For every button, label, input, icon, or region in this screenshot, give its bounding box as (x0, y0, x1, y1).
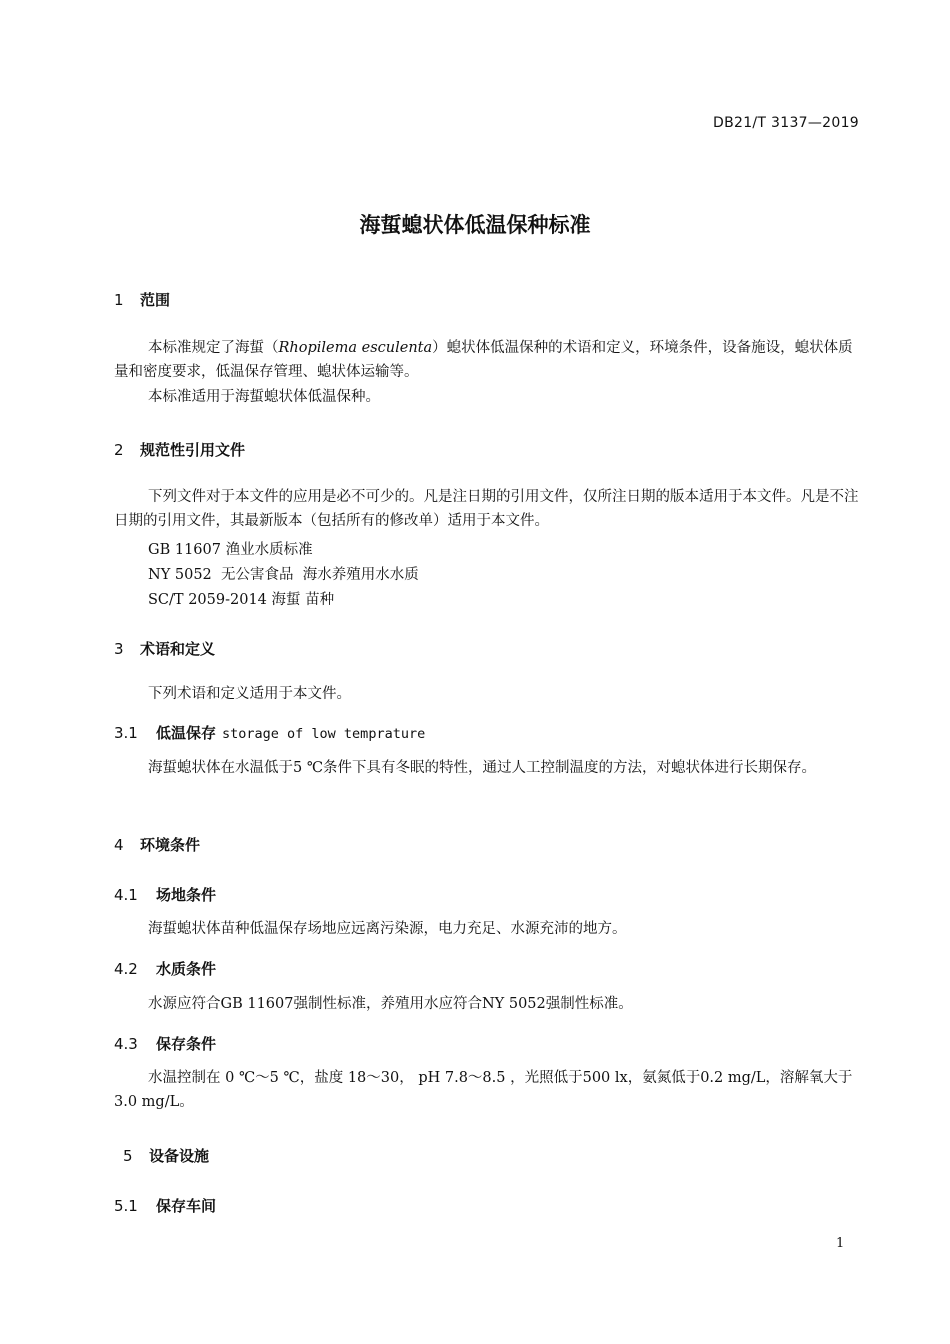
section-title: 规范性引用文件 (140, 441, 246, 459)
subsection-title: 保存车间 (156, 1197, 217, 1215)
subsection-4-1-heading (114, 884, 216, 905)
section-number: 4 (114, 836, 124, 854)
section-title: 范围 (140, 291, 171, 309)
subsection-4-1-paragraph: 海蜇螅状体苗种低温保存场地应远离污染源，电力充足、水源充沛的地方。 (148, 921, 627, 937)
section-number: 1 (114, 291, 124, 309)
section-number: 3 (114, 640, 124, 658)
subsection-english-term: storage of low temprature (222, 726, 426, 742)
subsection-number: 4.3 (114, 1035, 138, 1053)
section-4-heading (114, 834, 200, 855)
subsection-title: 保存条件 (156, 1035, 217, 1053)
section-1-paragraph-2: 本标准适用于海蜇螅状体低温保种。 (148, 389, 380, 405)
section-3-heading (114, 638, 215, 659)
reference-item: SC/T 2059-2014 海蜇 苗种 (148, 592, 335, 608)
subsection-number: 4.2 (114, 960, 138, 978)
section-2-paragraph-1: 下列文件对于本文件的应用是必不可少的。凡是注日期的引用文件，仅所注日期的版本适用于本文件。凡是不注日期的引用文件，其最新版本（包括所有的修改单）适用于本文件。 (114, 489, 859, 529)
section-number: 5 (123, 1147, 133, 1165)
subsection-title: 场地条件 (156, 886, 217, 904)
subsection-4-3-heading (114, 1033, 216, 1054)
subsection-4-2-paragraph: 水源应符合GB 11607强制性标准，养殖用水应符合NY 5052强制性标准。 (148, 996, 633, 1012)
reference-item: NY 5052 无公害食品 海水养殖用水水质 (148, 567, 419, 583)
section-2-heading (114, 439, 245, 460)
subsection-4-3-paragraph: 水温控制在 0 ℃～5 ℃，盐度 18～30， pH 7.8～8.5 ，光照低于500 lx，氨氮低于0.2 mg/L，溶解氧大于3.0 mg/L。 (114, 1070, 853, 1110)
section-3-paragraph-1: 下列术语和定义适用于本文件。 (148, 686, 351, 702)
subsection-title: 水质条件 (156, 960, 217, 978)
section-number: 2 (114, 441, 124, 459)
subsection-number: 3.1 (114, 724, 138, 742)
standard-code: DB21/T 3137—2019 (713, 115, 859, 131)
text-run: 本标准规定了海蜇（ (148, 340, 279, 356)
section-1-paragraph-1 (114, 336, 862, 384)
document-title: 海蜇螅状体低温保种标准 (359, 213, 591, 237)
species-latin-name: Rhopilema esculenta (278, 340, 433, 356)
subsection-5-1-heading (114, 1195, 216, 1216)
subsection-3-1-heading (114, 722, 425, 743)
text-run: ）螅状体低温保种的术语和定义，环境条件，设备施设，螅状体质量和密度要求，低温保存管理、螅状体运输等。 (114, 340, 853, 380)
subsection-number: 5.1 (114, 1197, 138, 1215)
subsection-title: 低温保存 (156, 724, 217, 742)
reference-item: GB 11607 渔业水质标准 (148, 542, 313, 558)
section-1-heading (114, 289, 170, 310)
page-number: 1 (836, 1236, 845, 1251)
subsection-number: 4.1 (114, 886, 138, 904)
subsection-4-2-heading (114, 958, 216, 979)
subsection-3-1-paragraph: 海蜇螅状体在水温低于5 ℃条件下具有冬眠的特性，通过人工控制温度的方法，对螅状体进行长期保存。 (148, 760, 817, 776)
section-title: 环境条件 (140, 836, 201, 854)
section-title: 术语和定义 (140, 640, 216, 658)
section-5-heading (123, 1145, 209, 1166)
section-title: 设备设施 (149, 1147, 210, 1165)
